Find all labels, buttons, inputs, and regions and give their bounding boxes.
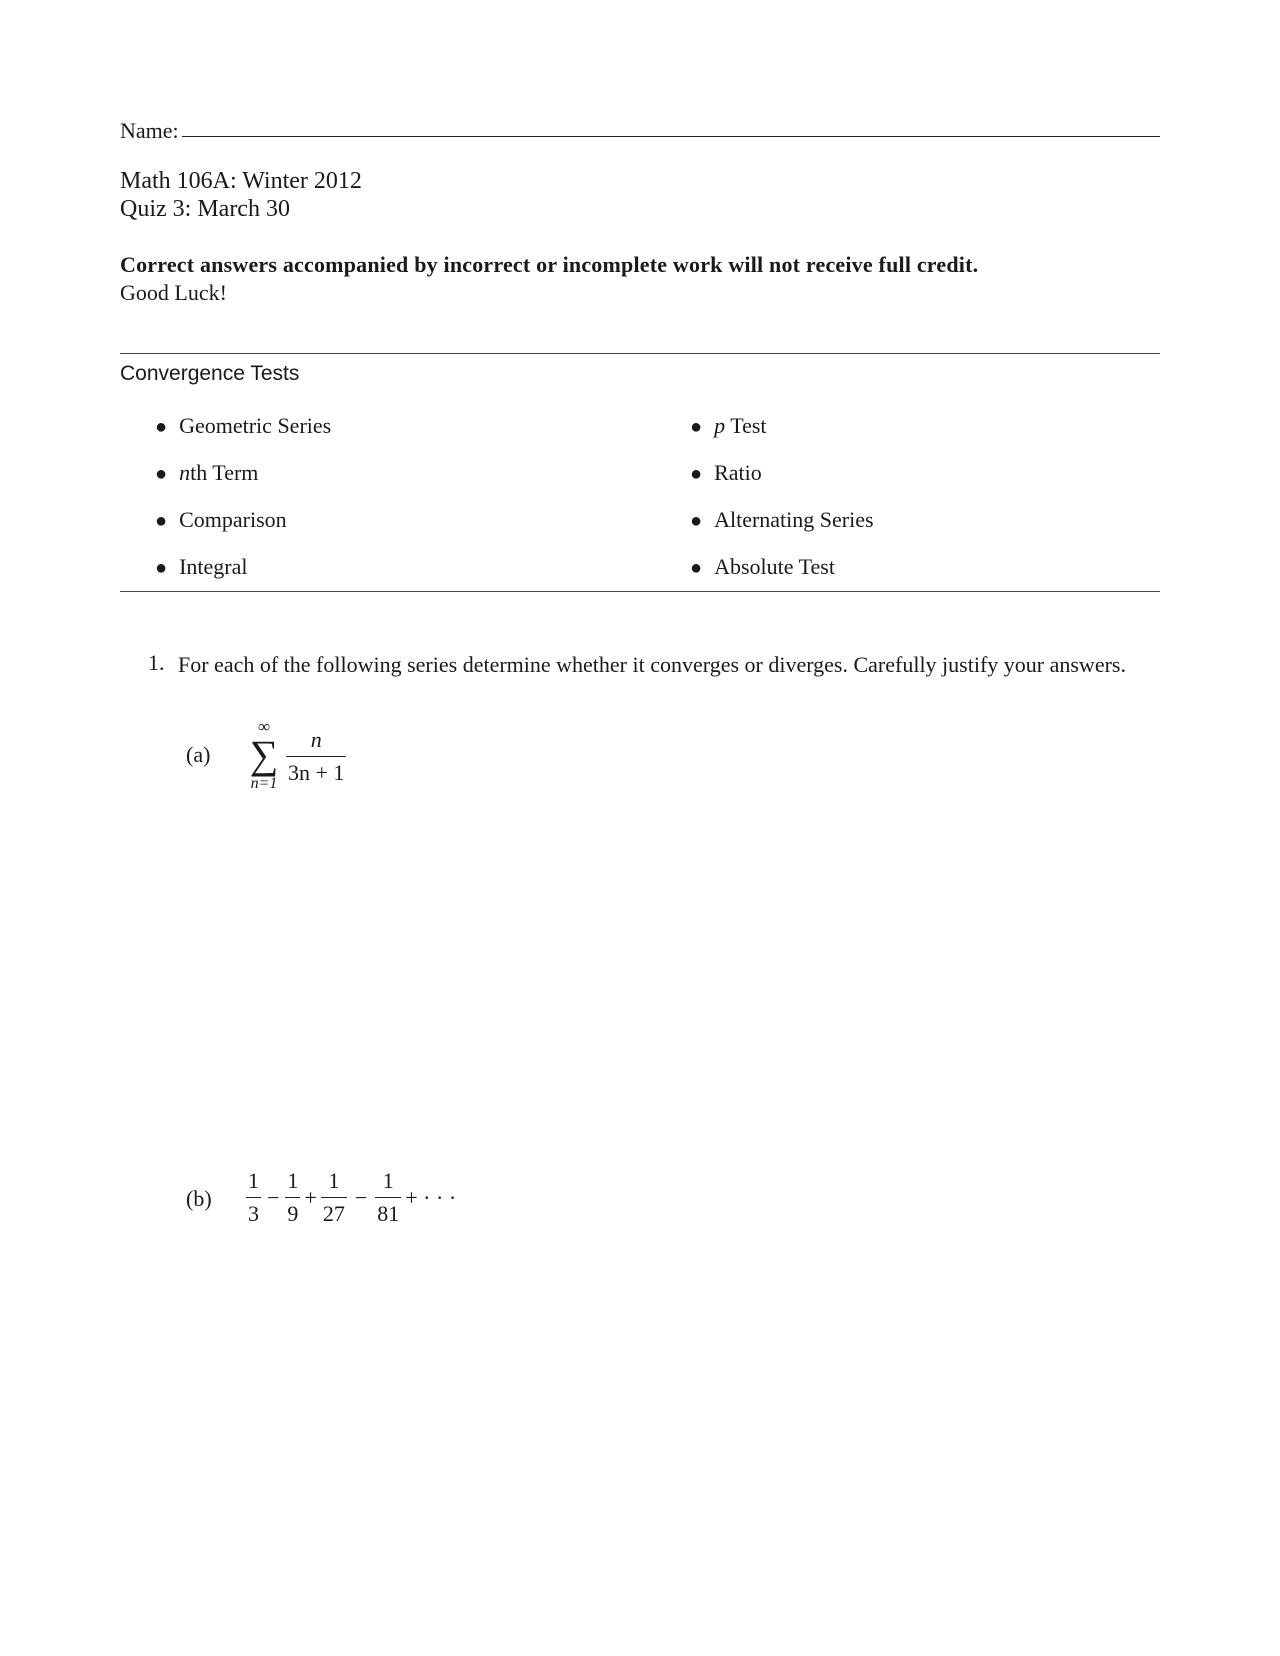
fraction-term-1: $\frac{1}{3}$ (248, 1168, 259, 1226)
bullet-icon: ● (690, 416, 703, 438)
part-b-label: (b) (186, 1186, 212, 1211)
fraction-term-2: $\frac{1}{9}$ (287, 1168, 299, 1226)
test-item-alternating: ● Alternating Series (690, 507, 874, 532)
quiz-title: Quiz 3: March 30 (120, 196, 290, 222)
bullet-icon: ● (155, 510, 168, 532)
summation (246, 718, 282, 793)
bullet-icon: ● (690, 463, 703, 485)
bullet-icon: ● (155, 463, 168, 485)
test-item-p-test: ● p Test (690, 413, 767, 438)
bottom-rule (120, 591, 1160, 592)
fraction-denominator: 3n + 1 (288, 760, 345, 785)
fraction-term-3: $\frac{1}{27}$ (322, 1168, 345, 1226)
operator: − (267, 1184, 280, 1210)
operator-ellipsis: + · · · (405, 1184, 457, 1210)
fraction-term-4: $\frac{1}{81}$ (377, 1168, 400, 1226)
top-rule (120, 353, 1160, 354)
test-item-geometric: ● Geometric Series (155, 413, 332, 438)
test-item-comparison: ● Comparison (155, 507, 287, 532)
course-title: Math 106A: Winter 2012 (120, 168, 362, 194)
operator: + (304, 1184, 317, 1210)
bullet-icon: ● (155, 416, 168, 438)
test-item-integral: ● Integral (155, 554, 248, 579)
name-field-line[interactable] (182, 136, 1160, 137)
bullet-icon: ● (690, 557, 703, 579)
instructions-bold: Correct answers accompanied by incorrect or incomplete work will not receive full credit. (120, 252, 979, 277)
part-a-label: (a) (186, 742, 211, 767)
good-luck-text: Good Luck! (120, 280, 227, 305)
convergence-tests-heading: Convergence Tests (120, 362, 300, 385)
bullet-icon: ● (690, 510, 703, 532)
fraction-a (286, 727, 346, 786)
question-number: 1. (148, 650, 165, 675)
test-item-ratio: ● Ratio (690, 460, 762, 485)
operator: − (354, 1184, 368, 1210)
fraction-numerator: n (310, 727, 322, 752)
question-text: For each of the following series determine whether it converges or diverges. Carefully justify your answers. (178, 652, 1126, 677)
series-b (246, 1168, 456, 1227)
bullet-icon: ● (155, 557, 168, 579)
sum-upper-limit: ∞ (257, 717, 271, 736)
sum-lower-limit: n=1 (250, 775, 278, 792)
test-item-absolute: ● Absolute Test (690, 554, 835, 579)
test-item-nth-term: ● nth Term (155, 460, 259, 485)
name-label: Name: (120, 118, 179, 143)
sigma-icon: ∑ (249, 732, 279, 777)
